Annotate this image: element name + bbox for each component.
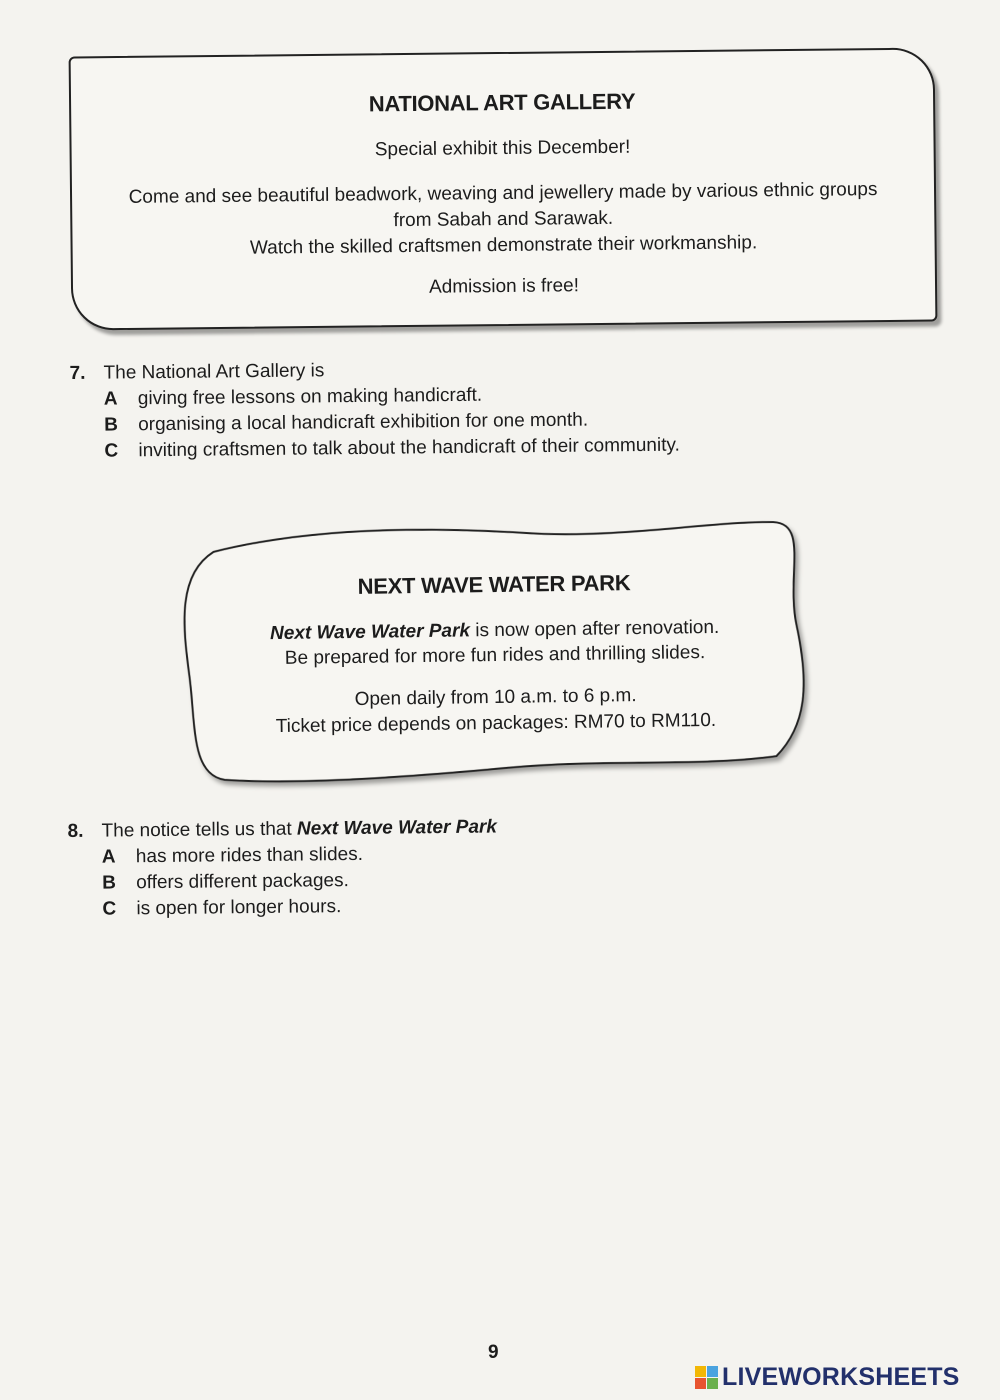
question-stem-text: The notice tells us that [101,818,298,842]
gallery-notice-line2: Watch the skilled craftsmen demonstrate their workmanship. [249,231,758,259]
gallery-notice-title: NATIONAL ART GALLERY [368,88,636,117]
waterpark-notice-line4: Ticket price depends on packages: RM70 to RM110. [275,709,717,737]
option-letter: A [103,388,118,410]
gallery-notice-box [69,47,938,330]
brand-name: LIVEWORKSHEETS [722,1363,960,1391]
waterpark-notice-wrapper [173,516,817,795]
liveworksheets-logo[interactable] [695,1363,960,1392]
waterpark-notice-line3: Open daily from 10 a.m. to 6 p.m. [354,684,637,710]
gallery-notice-line1: Come and see beautiful beadwork, weaving and jewellery made by various ethnic groups from Sabah and Sarawak. [128,179,878,232]
gallery-notice-subtitle: Special exhibit this December! [374,136,631,161]
question-7 [69,353,830,465]
option-letter: C [104,440,119,462]
logo-square [695,1378,706,1389]
option-letter: B [104,414,118,436]
waterpark-notice-box [173,516,817,795]
logo-square [707,1366,718,1377]
option-letter: A [101,846,116,868]
page-number: 9 [488,1342,499,1363]
park-name-emphasis: Next Wave Water Park [269,620,471,644]
logo-square [707,1378,718,1389]
question-8 [67,811,828,923]
gallery-notice-line3: Admission is free! [428,275,580,299]
waterpark-notice-line2: Be prepared for more fun rides and thrilling slides. [284,642,706,670]
option-text: giving free lessons on making handicraft. [137,384,483,410]
waterpark-notice-title: NEXT WAVE WATER PARK [357,570,631,599]
option-text: offers different packages. [136,870,349,894]
option-letter: B [102,872,116,894]
question-number: 7. [69,362,86,384]
question-stem [101,814,497,844]
option-text: inviting craftsmen to talk about the handicraft of their community. [138,434,680,462]
option-text: organising a local handicraft exhibition for one month. [138,409,589,436]
liveworksheets-logo-icon [695,1366,718,1389]
option-text: is open for longer hours. [136,896,342,920]
question-stem-emphasis: Next Wave Water Park [296,816,498,840]
question-number: 8. [67,820,84,842]
logo-square [695,1366,706,1377]
option-text: has more rides than slides. [135,843,364,868]
waterpark-line1-rest: is now open after renovation. [469,616,720,642]
question-stem: The National Art Gallery is [103,360,325,384]
option-letter: C [102,898,117,920]
